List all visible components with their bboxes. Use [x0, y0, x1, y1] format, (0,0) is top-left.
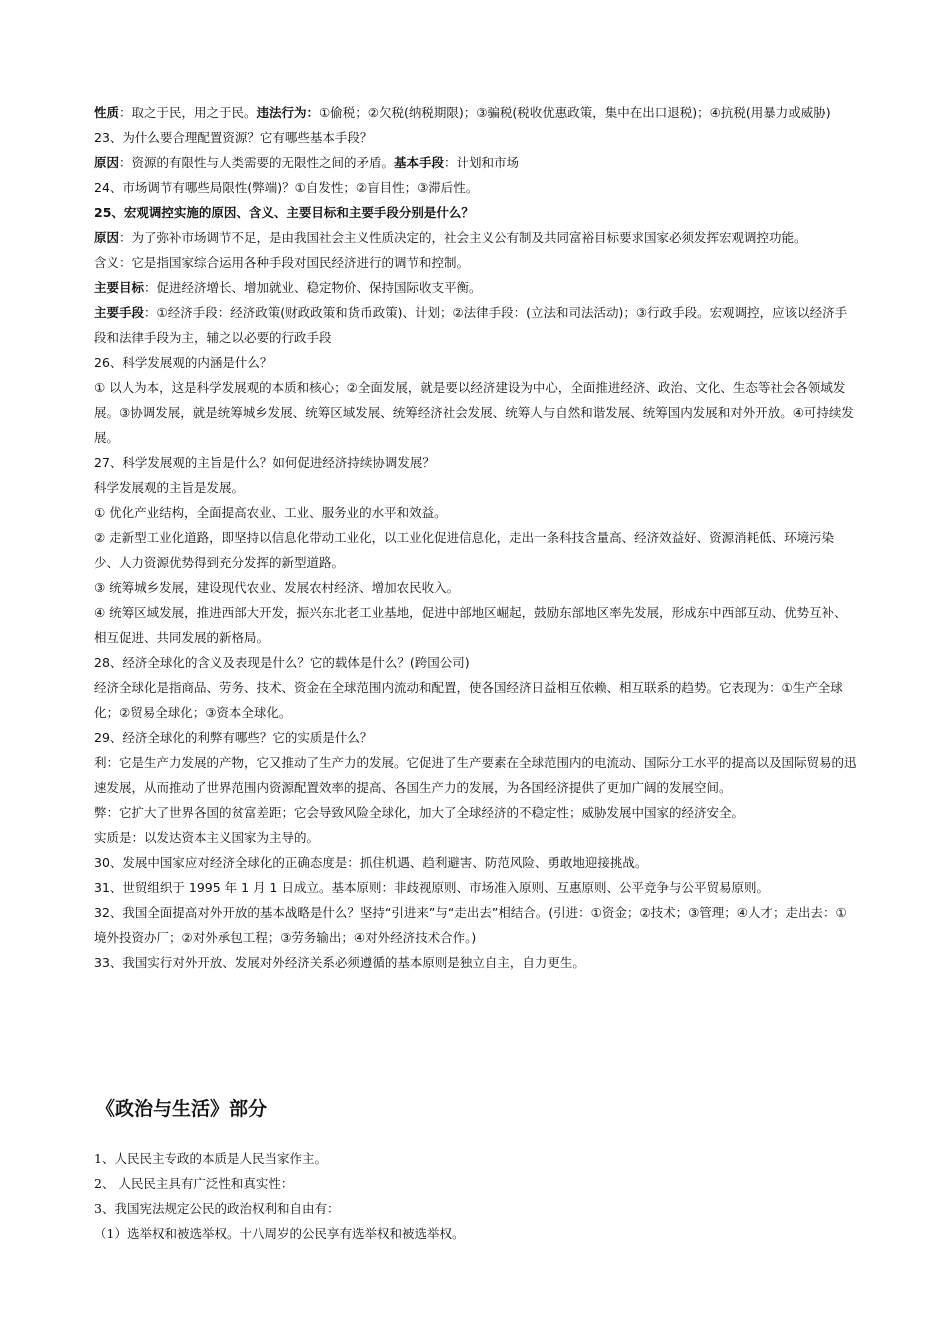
- answer-29-line: 利：它是生产力发展的产物，它又推动了生产力的发展。它促进了生产要素在全球范围内的电流动、国际分工水平的提高以及国际贸易的迅速发展，从而推动了世界范围内资源配置效率的提高、各国生产力的发展，为各国经济提供了更加广阔的发展空间。: [94, 755, 857, 795]
- question-27: 27、科学发展观的主旨是什么？如何促进经济持续协调发展？: [94, 455, 435, 470]
- answer-25-reason: [94, 225, 858, 250]
- bold-label: 性质: [94, 105, 120, 120]
- text: ：资源的有限性与人类需要的无限性之间的矛盾。: [119, 155, 395, 170]
- bold-label: 原因: [94, 155, 120, 170]
- question-24: 24、市场调节有哪些局限性(弊端)？①自发性；②盲目性；③滞后性。: [94, 180, 479, 195]
- question-29: 29、经济全球化的利弊有哪些？它的实质是什么？: [94, 730, 373, 745]
- section-item: （1）选举权和被选举权。十八周岁的公民享有选举权和被选举权。: [94, 1226, 465, 1241]
- answer-25-means: [94, 300, 858, 350]
- section-item: 3、我国宪法规定公民的政治权利和自由有：: [94, 1201, 340, 1216]
- text: ：计划和市场: [444, 155, 520, 170]
- answer-25-goal: [94, 275, 858, 300]
- answer-27-line: ② 走新型工业化道路，即坚持以信息化带动工业化，以工业化促进信息化，走出一条科技含量高、经济效益好、资源消耗低、环境污染少、人力资源优势得到充分发挥的新型道路。: [94, 530, 835, 570]
- text: ①偷税；②欠税(纳税期限)；③骗税(税收优惠政策，集中在出口退税)；④抗税(用暴力或威胁): [319, 105, 831, 120]
- bold-label: 主要手段: [94, 305, 145, 320]
- text: ：促进经济增长、增加就业、稳定物价、保持国际收支平衡。: [144, 280, 482, 295]
- text: ：①经济手段：经济政策(财政政策和货币政策)、计划；②法律手段：(立法和司法活动)；③行政手段。宏观调控，应该以经济手段和法律手段为主，辅之以必要的行政手段: [94, 305, 848, 345]
- answer-28: 经济全球化是指商品、劳务、技术、资金在全球范围内流动和配置，使各国经济日益相互依赖、相互联系的趋势。它表现为：①生产全球化；②贸易全球化；③资本全球化。: [94, 680, 843, 720]
- bold-label: 基本手段: [394, 155, 445, 170]
- question-28: 28、经济全球化的含义及表现是什么？它的载体是什么？(跨国公司): [94, 655, 470, 670]
- bold-label: 原因: [94, 230, 120, 245]
- text: ：取之于民，用之于民。: [119, 105, 257, 120]
- answer-25-meaning: 含义：它是指国家综合运用各种手段对国民经济进行的调节和控制。: [94, 255, 470, 270]
- bold-label: 违法行为：: [256, 105, 320, 120]
- answer-23: [94, 150, 858, 175]
- item-30: 30、发展中国家应对经济全球化的正确态度是：抓住机遇、趋利避害、防范风险、勇敢地迎接挑战。: [94, 855, 648, 870]
- question-23: 23、为什么要合理配置资源？它有哪些基本手段？: [94, 130, 373, 145]
- answer-27-line: ④ 统筹区域发展，推进西部大开发，振兴东北老工业基地，促进中部地区崛起，鼓励东部地区率先发展，形成东中西部互动、优势互补、相互促进、共同发展的新格局。: [94, 605, 847, 645]
- answer-27-line: 科学发展观的主旨是发展。: [94, 480, 245, 495]
- section-item: 2、 人民民主具有广泛性和真实性：: [94, 1176, 294, 1191]
- answer-26: ① 以人为本，这是科学发展观的本质和核心；②全面发展，就是要以经济建设为中心，全面推进经济、政治、文化、生态等社会各领域发展。③协调发展，就是统筹城乡发展、统筹区域发展、统筹经济社会发展、统筹人与自然和谐发展、统筹国内发展和对外开放。④可持续发展。: [94, 380, 854, 445]
- bold-label: 主要目标: [94, 280, 145, 295]
- question-26: 26、科学发展观的内涵是什么？: [94, 355, 273, 370]
- answer-29-line: 实质是：以发达资本主义国家为主导的。: [94, 830, 320, 845]
- item-31: 31、世贸组织于 1995 年 1 月 1 日成立。基本原则：非歧视原则、市场准入原则、互惠原则、公平竞争与公平贸易原则。: [94, 880, 769, 895]
- text: ：为了弥补市场调节不足，是由我国社会主义性质决定的，社会主义公有制及共同富裕目标要求国家必须发挥宏观调控功能。: [119, 230, 807, 245]
- section-title: 《政治与生活》部分: [96, 1098, 268, 1120]
- question-25: 25、宏观调控实施的原因、含义、主要目标和主要手段分别是什么？: [94, 205, 474, 220]
- paragraph-tax-nature: [94, 100, 858, 125]
- answer-27-line: ③ 统筹城乡发展，建设现代农业、发展农村经济、增加农民收入。: [94, 580, 460, 595]
- item-32: 32、我国全面提高对外开放的基本战略是什么？坚持“引进来”与“走出去”相结合。(引进：①资金；②技术；③管理；④人才；走出去：①境外投资办厂；②对外承包工程；③劳务输出；④对外经济技术合作。): [94, 905, 847, 945]
- item-33: 33、我国实行对外开放、发展对外经济关系必须遵循的基本原则是独立自主，自力更生。: [94, 955, 585, 970]
- answer-27-line: ① 优化产业结构，全面提高农业、工业、服务业的水平和效益。: [94, 505, 447, 520]
- document-body: [94, 100, 858, 975]
- section-body: [94, 1146, 858, 1246]
- section-item: 1、人民民主专政的本质是人民当家作主。: [94, 1151, 327, 1166]
- answer-29-line: 弊：它扩大了世界各国的贫富差距；它会导致风险全球化，加大了全球经济的不稳定性；威胁发展中国家的经济安全。: [94, 805, 745, 820]
